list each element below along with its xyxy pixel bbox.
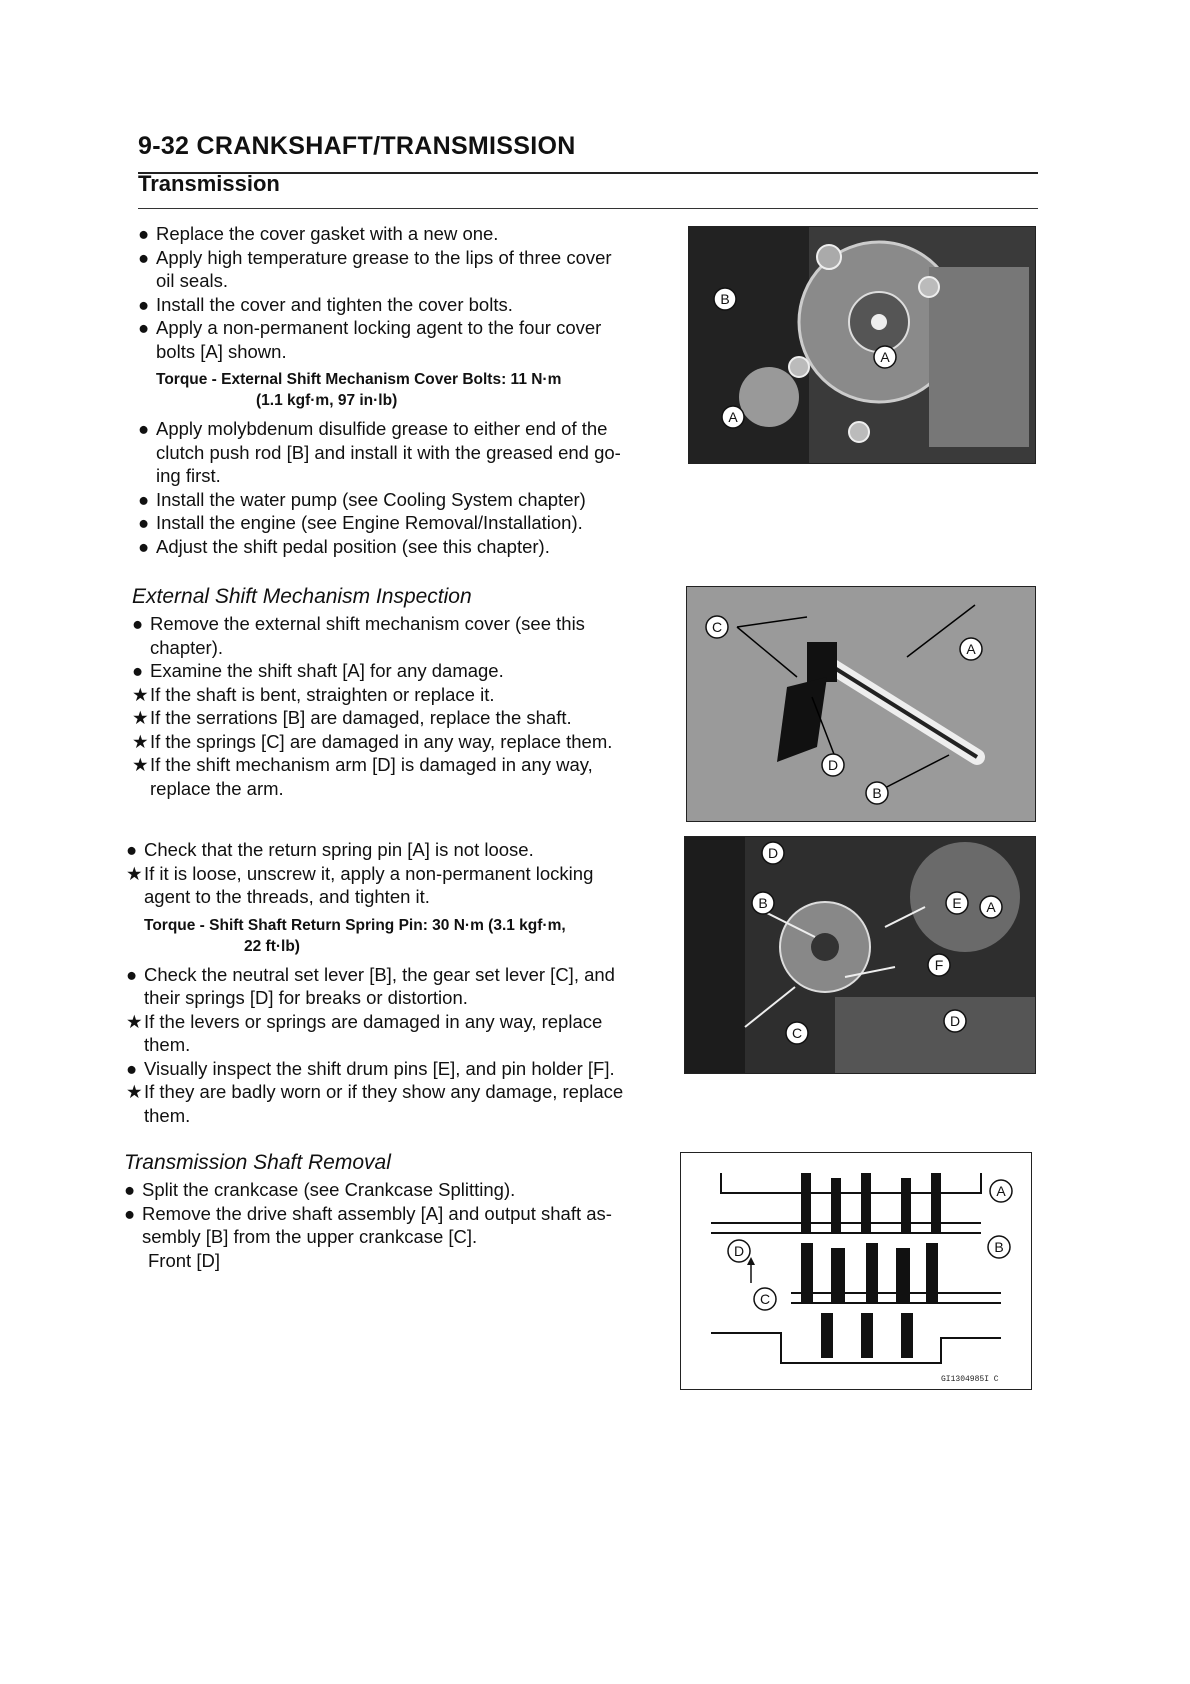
item-text-line: them. [144, 1104, 191, 1126]
item-text-line: chapter). [150, 636, 224, 658]
svg-text:D: D [767, 845, 779, 861]
list-item [138, 293, 678, 317]
star-bullet-icon: ★ [132, 707, 149, 728]
callout-d [728, 1240, 750, 1262]
list-item [124, 1178, 669, 1202]
bullet-icon: ● [138, 512, 150, 533]
list-item [126, 1057, 671, 1081]
list-item [132, 683, 672, 707]
torque-spec [126, 915, 671, 957]
star-bullet-icon: ★ [126, 862, 143, 884]
list-item [138, 246, 678, 293]
bullet-icon: ● [138, 488, 150, 510]
item-text-line: Remove the drive shaft assembly [A] and output shaft as- [142, 1202, 612, 1224]
bullet-list [124, 1178, 669, 1249]
list-item [132, 706, 672, 730]
callout-c [754, 1288, 776, 1310]
list-item [132, 659, 672, 683]
callout-d [944, 1010, 966, 1032]
svg-text:D: D [733, 1243, 745, 1259]
item-text-line: If it is loose, unscrew it, apply a non-permanent locking [144, 862, 594, 884]
bullet-icon: ● [124, 1179, 136, 1200]
item-text-line: Apply molybdenum disulfide grease to either end of the [156, 418, 608, 439]
torque-line-2: 22 ft·lb) [244, 937, 300, 955]
subheading: Transmission Shaft Removal [124, 1151, 391, 1174]
item-text-line: sembly [B] from the upper crankcase [C]. [142, 1226, 478, 1247]
list-item [132, 730, 672, 754]
item-text-line: If the shift mechanism arm [D] is damaged in any way, [150, 754, 593, 775]
bullet-icon: ● [124, 1202, 136, 1224]
item-text-line: Apply high temperature grease to the lips of three cover [156, 246, 612, 268]
svg-text:D: D [827, 757, 839, 773]
item-text-line: Examine the shift shaft [A] for any damage. [150, 660, 504, 681]
bullet-icon: ● [138, 246, 150, 268]
star-bullet-icon: ★ [132, 754, 149, 775]
list-item [126, 838, 671, 862]
item-text-line: Remove the external shift mechanism cover (see this [150, 613, 585, 634]
callout-b [866, 782, 888, 804]
list-item [138, 417, 678, 488]
svg-text:F: F [934, 957, 944, 973]
item-text-line: Replace the cover gasket with a new one. [156, 223, 499, 244]
section-rule [138, 208, 1038, 209]
callout-e [946, 892, 968, 914]
callout-a [960, 638, 982, 660]
list-item [132, 753, 672, 800]
callout-d [762, 842, 784, 864]
callout-d [822, 754, 844, 776]
bullet-icon: ● [126, 839, 138, 860]
list-item [126, 862, 671, 909]
item-text-line: replace the arm. [150, 777, 284, 799]
svg-text:A: A [728, 409, 738, 425]
item-text-line: bolts [A] shown. [156, 340, 287, 362]
bullet-icon: ● [132, 613, 144, 634]
item-text-line: Adjust the shift pedal position (see this chapter). [156, 535, 550, 557]
figure-cover-bolts [688, 226, 1036, 464]
torque-spec [138, 369, 678, 411]
bullet-list [132, 612, 672, 800]
text-block-shaft-removal [124, 1150, 669, 1272]
list-item [138, 316, 678, 363]
page-header-title: 9-32 CRANKSHAFT/TRANSMISSION [138, 132, 576, 160]
svg-text:A: A [986, 899, 996, 915]
figure-shift-shaft [686, 586, 1036, 822]
item-text-line: agent to the threads, and tighten it. [144, 886, 430, 907]
bullet-list [126, 963, 671, 1128]
item-text-line: their springs [D] for breaks or distortion. [144, 987, 468, 1008]
item-text-line: them. [144, 1034, 191, 1055]
list-item [126, 1080, 671, 1127]
bullet-list [138, 417, 678, 558]
item-text-line: oil seals. [156, 270, 228, 291]
figure-code: GI1304985I C [941, 1375, 999, 1384]
item-text-line: ing first. [156, 465, 221, 486]
svg-text:E: E [952, 895, 962, 911]
list-item [126, 963, 671, 1010]
list-item [138, 511, 678, 535]
svg-text:B: B [720, 291, 730, 307]
bullet-icon: ● [138, 317, 150, 338]
list-item [124, 1202, 669, 1249]
torque-line-1: Torque - Shift Shaft Return Spring Pin: 30 N·m (3.1 kgf·m, [144, 916, 566, 934]
item-text-line: Visually inspect the shift drum pins [E], and pin holder [F]. [144, 1057, 615, 1079]
text-block-shift-inspection [132, 584, 672, 800]
bullet-icon: ● [138, 293, 150, 315]
item-text-line: Split the crankcase (see Crankcase Splitting). [142, 1179, 516, 1200]
front-label: Front [D] [148, 1249, 220, 1271]
svg-text:D: D [949, 1013, 961, 1029]
bullet-list [138, 222, 678, 363]
engine-cover-photo [689, 227, 1035, 463]
star-bullet-icon: ★ [132, 683, 149, 705]
svg-text:A: A [966, 641, 976, 657]
item-text-line: If they are badly worn or if they show any damage, replace [144, 1081, 624, 1102]
callout-a [990, 1180, 1012, 1202]
callout-c [706, 616, 728, 638]
shift-shaft-photo [687, 587, 1035, 821]
callout-f [928, 954, 950, 976]
list-item [132, 612, 672, 659]
item-text-line: Install the cover and tighten the cover bolts. [156, 293, 513, 315]
item-text-line: If the springs [C] are damaged in any way, replace them. [150, 730, 613, 752]
callout-b [988, 1236, 1010, 1258]
bullet-icon: ● [138, 535, 150, 557]
item-text-line: If the levers or springs are damaged in any way, replace [144, 1010, 603, 1032]
svg-text:C: C [759, 1291, 771, 1307]
item-text-line: If the serrations [B] are damaged, replace the shaft. [150, 707, 572, 728]
section-title: Transmission [138, 171, 280, 196]
transmission-diagram [681, 1153, 1031, 1389]
svg-text:B: B [872, 785, 882, 801]
item-text-line: Install the engine (see Engine Removal/Installation). [156, 512, 583, 533]
star-bullet-icon: ★ [132, 730, 149, 752]
bullet-list [126, 838, 671, 909]
shift-lever-photo [685, 837, 1035, 1073]
item-text-line: If the shaft is bent, straighten or replace it. [150, 683, 495, 705]
list-item [138, 488, 678, 512]
torque-line-1: Torque - External Shift Mechanism Cover Bolts: 11 N·m [156, 371, 562, 388]
svg-text:B: B [758, 895, 768, 911]
svg-text:A: A [880, 349, 890, 365]
text-block-cover-install [138, 222, 678, 558]
item-text-line: clutch push rod [B] and install it with the greased end go- [156, 441, 621, 463]
list-item [126, 1010, 671, 1057]
svg-text:B: B [994, 1239, 1004, 1255]
bullet-icon: ● [138, 418, 150, 439]
bullet-icon: ● [126, 1057, 138, 1079]
callout-b [752, 892, 774, 914]
item-text-line: Apply a non-permanent locking agent to the four cover [156, 317, 602, 338]
list-item [138, 535, 678, 559]
bullet-icon: ● [132, 660, 144, 681]
star-bullet-icon: ★ [126, 1081, 143, 1102]
figure-transmission-shafts [680, 1152, 1032, 1390]
callout-b [714, 288, 736, 310]
svg-text:C: C [791, 1025, 803, 1041]
item-text-line: Check that the return spring pin [A] is not loose. [144, 839, 534, 860]
callout-c [786, 1022, 808, 1044]
star-bullet-icon: ★ [126, 1010, 143, 1032]
torque-line-2: (1.1 kgf·m, 97 in·lb) [256, 392, 398, 409]
figure-shift-levers [684, 836, 1036, 1074]
callout-a [980, 896, 1002, 918]
svg-text:C: C [711, 619, 723, 635]
bullet-icon: ● [126, 963, 138, 985]
subheading: External Shift Mechanism Inspection [132, 585, 472, 608]
bullet-icon: ● [138, 223, 150, 244]
callout-a [722, 406, 744, 428]
item-text-line: Check the neutral set lever [B], the gear set lever [C], and [144, 963, 615, 985]
list-item [138, 222, 678, 246]
svg-text:A: A [996, 1183, 1006, 1199]
item-text-line: Install the water pump (see Cooling System chapter) [156, 488, 586, 510]
callout-a [874, 346, 896, 368]
text-block-return-spring [126, 838, 671, 1127]
